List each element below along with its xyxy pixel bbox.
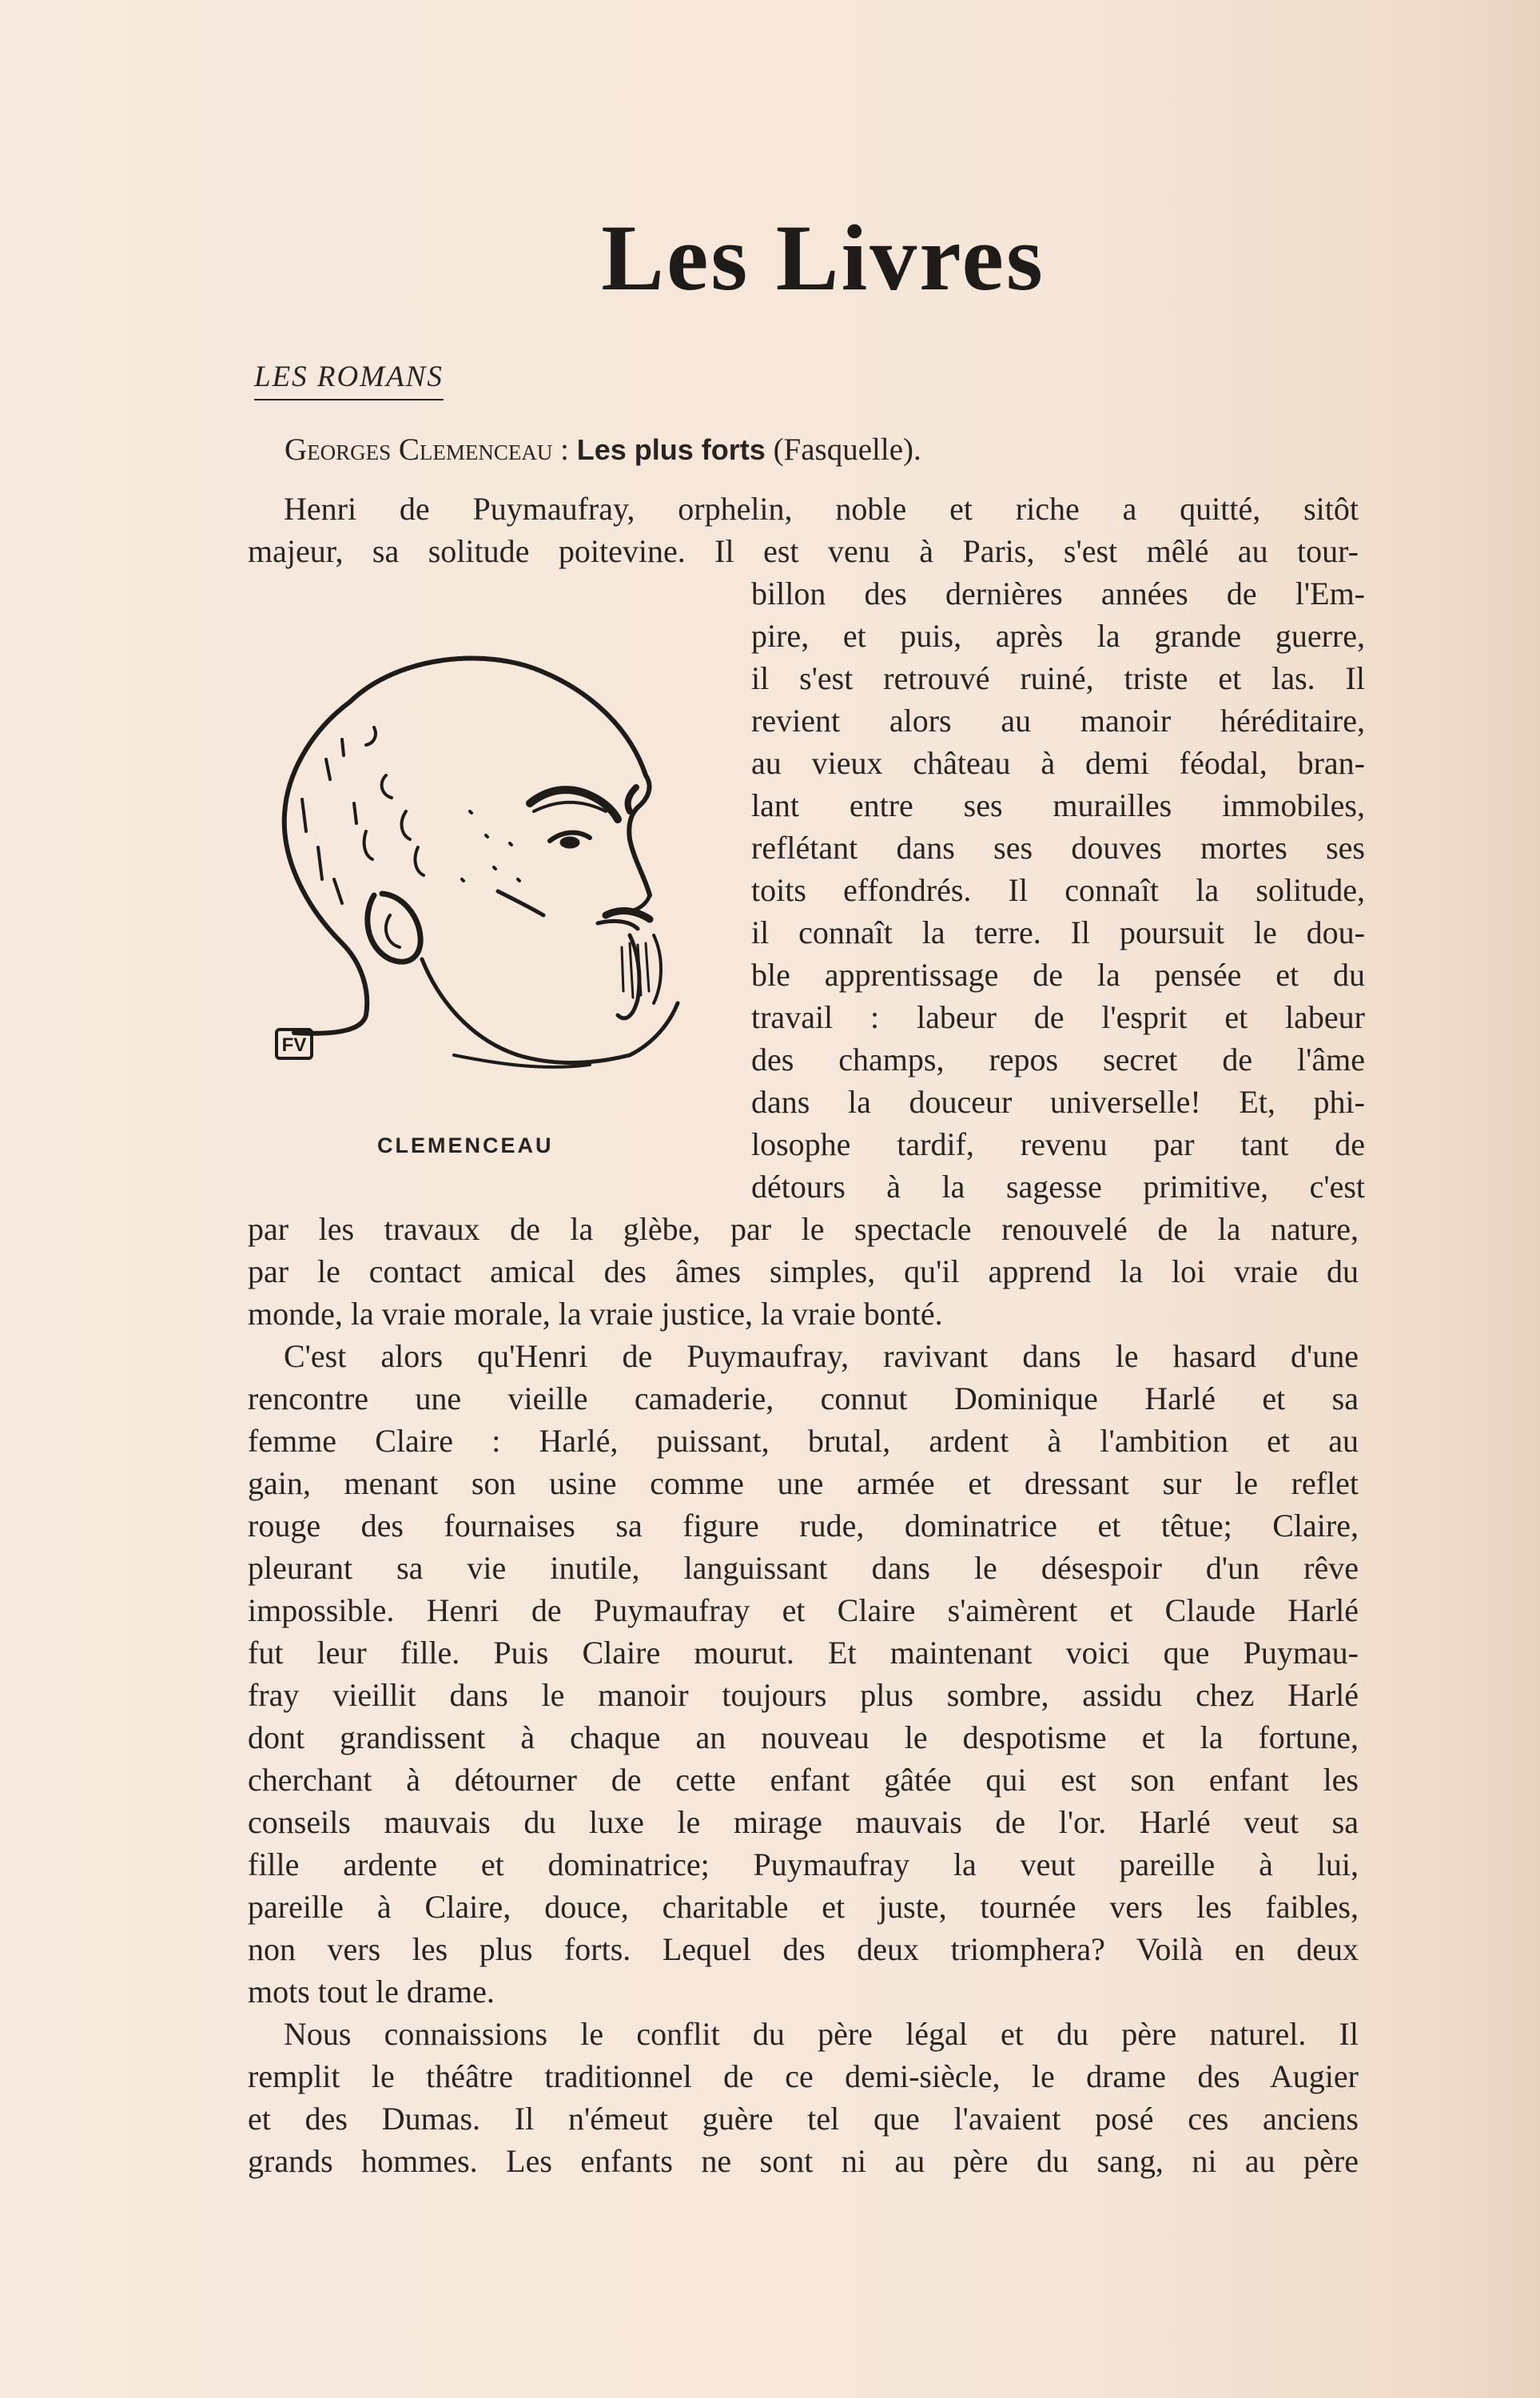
review-book-title: Les plus forts [576,433,766,466]
text-line: Nous connaissions le conflit du père légal et du père naturel. Il [284,2016,1359,2052]
text-line: des champs, repos secret de l'âme [751,1042,1365,1078]
text-line: reflétant dans ses douves mortes ses [751,830,1365,866]
text-line: pire, et puis, après la grande guerre, [751,618,1365,654]
text-line: travail : labeur de l'esprit et labeur [751,999,1365,1035]
text-line: majeur, sa solitude poitevine. Il est venu à Paris, s'est mêlé au tour- [248,533,1359,569]
text-line: grands hommes. Les enfants ne sont ni au père du sang, ni au père [248,2143,1359,2179]
text-line: impossible. Henri de Puymaufray et Claire s'aimèrent et Claude Harlé [248,1592,1359,1628]
artist-monogram: FV [281,1034,307,1056]
text-line: femme Claire : Harlé, puissant, brutal, ardent à l'ambition et au [248,1423,1359,1459]
text-line: fray vieillit dans le manoir toujours plus sombre, assidu chez Harlé [248,1677,1359,1713]
text-line: remplit le théâtre traditionnel de ce demi-siècle, le drame des Augier [248,2058,1359,2094]
text-line: mots tout le drame. [248,1974,495,2010]
text-line: par le contact amical des âmes simples, qu'il apprend la loi vraie du [248,1253,1359,1289]
text-line: dans la douceur universelle! Et, phi- [751,1084,1365,1120]
text-line: cherchant à détourner de cette enfant gâtée qui est son enfant les [248,1762,1359,1798]
text-line: il s'est retrouvé ruiné, triste et las. Il [751,660,1365,696]
page-title: Les Livres [601,205,1045,310]
text-line: par les travaux de la glèbe, par le spectacle renouvelé de la nature, [248,1211,1359,1247]
review-publisher: (Fasquelle). [765,432,921,467]
text-line: il connaît la terre. Il poursuit le dou- [751,914,1365,950]
text-line: ble apprentissage de la pensée et du [751,957,1365,993]
text-line: billon des dernières années de l'Em- [751,576,1365,611]
text-line: dont grandissent à chaque an nouveau le despotisme et la fortune, [248,1719,1359,1755]
text-line: et des Dumas. Il n'émeut guère tel que l'avaient posé ces anciens [248,2101,1359,2137]
text-line: au vieux château à demi féodal, bran- [751,745,1365,781]
text-line: Henri de Puymaufray, orphelin, noble et riche a quitté, sitôt [284,491,1359,527]
portrait-caption: CLEMENCEAU [377,1133,554,1157]
review-author: Georges Clemenceau [285,432,553,467]
review-heading [285,432,921,468]
text-line: rencontre une vieille camaderie, connut Dominique Harlé et sa [248,1380,1359,1416]
text-line: détours à la sagesse primitive, c'est [751,1169,1365,1205]
text-line: fut leur fille. Puis Claire mourut. Et maintenant voici que Puymau- [248,1635,1359,1671]
text-line: non vers les plus forts. Lequel des deux triomphera? Voilà en deux [248,1931,1359,1967]
text-line: losophe tardif, revenu par tant de [751,1126,1365,1162]
text-line: conseils mauvais du luxe le mirage mauvais de l'or. Harlé veut sa [248,1804,1359,1840]
section-label: LES ROMANS [254,360,444,400]
text-line: lant entre ses murailles immobiles, [751,787,1365,823]
text-line: fille ardente et dominatrice; Puymaufray la veut pareille à lui, [248,1846,1359,1882]
text-line: gain, menant son usine comme une armée et dressant sur le reflet [248,1465,1359,1501]
text-line: revient alors au manoir héréditaire, [751,703,1365,739]
text-line: toits effondrés. Il connaît la solitude, [751,872,1365,908]
text-line: C'est alors qu'Henri de Puymaufray, ravivant dans le hasard d'une [284,1338,1359,1374]
clemenceau-portrait-illustration [254,639,726,1111]
text-line: rouge des fournaises sa figure rude, dominatrice et têtue; Claire, [248,1508,1359,1544]
text-line: pareille à Claire, douce, charitable et juste, tournée vers les faibles, [248,1889,1359,1925]
text-line: pleurant sa vie inutile, languissant dans le désespoir d'un rêve [248,1550,1359,1586]
text-line: monde, la vraie morale, la vraie justice, la vraie bonté. [248,1296,943,1332]
review-separator: : [552,432,577,467]
